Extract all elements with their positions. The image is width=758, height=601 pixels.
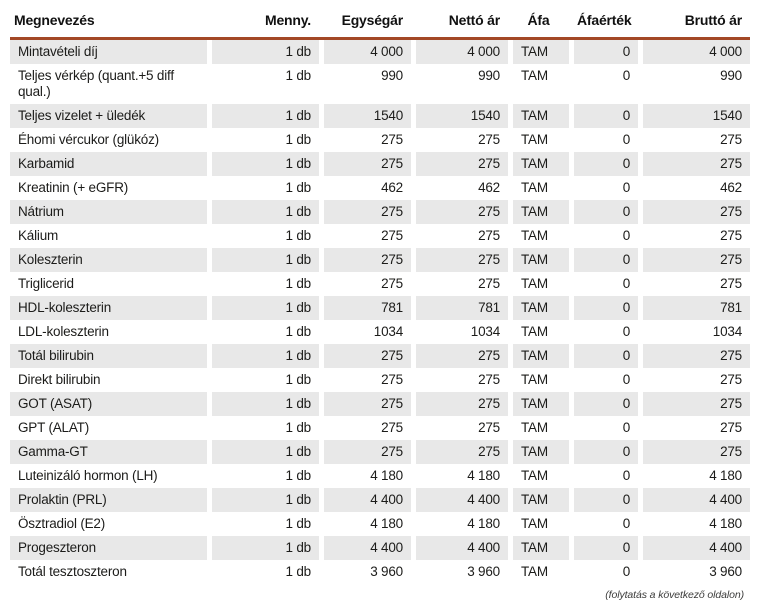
cell-gross-price: 1034 bbox=[638, 320, 750, 344]
cell-gross-price: 4 180 bbox=[638, 512, 750, 536]
cell-net-price: 275 bbox=[411, 248, 508, 272]
cell-vat-code: TAM bbox=[508, 224, 569, 248]
cell-unit-price: 781 bbox=[319, 296, 411, 320]
cell-item-name: GPT (ALAT) bbox=[18, 420, 90, 435]
cell-net-price: 462 bbox=[411, 176, 508, 200]
cell-gross-price: 275 bbox=[638, 368, 750, 392]
cell-unit-price: 462 bbox=[319, 176, 411, 200]
cell-vat-value: 0 bbox=[569, 392, 638, 416]
cell-quantity: 1 db bbox=[207, 488, 319, 512]
cell-item-name: Nátrium bbox=[10, 200, 207, 224]
col-header-afa: Áfa bbox=[508, 6, 569, 40]
cell-gross-price: 275 bbox=[638, 344, 750, 368]
cell-vat-value: 0 bbox=[569, 104, 638, 128]
cell-vat-code: TAM bbox=[508, 248, 569, 272]
table-row bbox=[10, 512, 750, 536]
cell-quantity: 1 db bbox=[207, 200, 319, 224]
cell-item-name: Triglicerid bbox=[18, 276, 74, 291]
cell-vat-code: TAM bbox=[508, 128, 569, 152]
cell-vat-code: TAM bbox=[508, 392, 569, 416]
cell-quantity: 1 db bbox=[207, 296, 319, 320]
cell-item-name: Totál bilirubin bbox=[10, 344, 207, 368]
table-row bbox=[10, 416, 750, 440]
cell-vat-value: 0 bbox=[569, 344, 638, 368]
cell-vat-code: TAM bbox=[508, 440, 569, 464]
cell-quantity: 1 db bbox=[207, 224, 319, 248]
cell-item-name: Karbamid bbox=[10, 152, 207, 176]
cell-net-price: 3 960 bbox=[411, 560, 508, 584]
table-row bbox=[10, 536, 750, 560]
cell-vat-code: TAM bbox=[508, 488, 569, 512]
table-body bbox=[10, 40, 750, 584]
cell-vat-value: 0 bbox=[569, 368, 638, 392]
cell-gross-price: 4 180 bbox=[638, 464, 750, 488]
cell-quantity: 1 db bbox=[207, 416, 319, 440]
cell-vat-code: TAM bbox=[508, 344, 569, 368]
table-row bbox=[10, 296, 750, 320]
cell-vat-code: TAM bbox=[508, 104, 569, 128]
cell-item-name: Progeszteron bbox=[10, 536, 207, 560]
cell-net-price: 4 400 bbox=[411, 536, 508, 560]
cell-net-price: 275 bbox=[411, 392, 508, 416]
cell-net-price: 275 bbox=[411, 224, 508, 248]
cell-gross-price: 4 000 bbox=[638, 40, 750, 64]
cell-quantity: 1 db bbox=[207, 104, 319, 128]
cell-item-name: LDL-koleszterin bbox=[18, 324, 109, 339]
cell-gross-price: 990 bbox=[638, 64, 750, 104]
cell-vat-value: 0 bbox=[569, 40, 638, 64]
table-row bbox=[10, 320, 750, 344]
cell-item-name: Prolaktin (PRL) bbox=[10, 488, 207, 512]
cell-quantity: 1 db bbox=[207, 344, 319, 368]
cell-vat-value: 0 bbox=[569, 224, 638, 248]
cell-unit-price: 275 bbox=[319, 392, 411, 416]
cell-net-price: 275 bbox=[411, 344, 508, 368]
table-row bbox=[10, 272, 750, 296]
cell-gross-price: 462 bbox=[638, 176, 750, 200]
continuation-note: (folytatás a következő oldalon) bbox=[605, 589, 744, 601]
cell-quantity: 1 db bbox=[207, 368, 319, 392]
table-row bbox=[10, 104, 750, 128]
cell-vat-value: 0 bbox=[569, 488, 638, 512]
cell-net-price: 4 180 bbox=[411, 512, 508, 536]
cell-gross-price: 275 bbox=[638, 392, 750, 416]
table-row bbox=[10, 152, 750, 176]
cell-gross-price: 275 bbox=[638, 152, 750, 176]
cell-net-price: 4 180 bbox=[411, 464, 508, 488]
cell-quantity: 1 db bbox=[207, 464, 319, 488]
header-row bbox=[10, 6, 750, 40]
cell-unit-price: 275 bbox=[319, 152, 411, 176]
col-header-netto-ar: Nettó ár bbox=[411, 6, 508, 40]
cell-item-name: Koleszterin bbox=[10, 248, 207, 272]
cell-unit-price: 275 bbox=[319, 416, 411, 440]
cell-net-price: 4 000 bbox=[411, 40, 508, 64]
cell-quantity: 1 db bbox=[207, 128, 319, 152]
cell-vat-code: TAM bbox=[508, 272, 569, 296]
cell-quantity: 1 db bbox=[207, 272, 319, 296]
cell-gross-price: 275 bbox=[638, 272, 750, 296]
cell-quantity: 1 db bbox=[207, 512, 319, 536]
cell-gross-price: 275 bbox=[638, 440, 750, 464]
cell-gross-price: 4 400 bbox=[638, 536, 750, 560]
cell-vat-code: TAM bbox=[508, 40, 569, 64]
cell-gross-price: 781 bbox=[638, 296, 750, 320]
cell-gross-price: 4 400 bbox=[638, 488, 750, 512]
cell-net-price: 275 bbox=[411, 272, 508, 296]
cell-quantity: 1 db bbox=[207, 64, 319, 104]
cell-vat-code: TAM bbox=[508, 560, 569, 584]
cell-vat-value: 0 bbox=[569, 64, 638, 104]
cell-item-name: Teljes vérkép (quant.+5 diff qual.) bbox=[18, 68, 174, 99]
table-row bbox=[10, 248, 750, 272]
cell-net-price: 275 bbox=[411, 152, 508, 176]
cell-net-price: 990 bbox=[411, 64, 508, 104]
table-row bbox=[10, 40, 750, 64]
col-header-egysegar: Egységár bbox=[319, 6, 411, 40]
cell-vat-value: 0 bbox=[569, 464, 638, 488]
cell-quantity: 1 db bbox=[207, 320, 319, 344]
cell-unit-price: 1540 bbox=[319, 104, 411, 128]
cell-quantity: 1 db bbox=[207, 440, 319, 464]
table-row bbox=[10, 128, 750, 152]
cell-item-name: Totál tesztoszteron bbox=[18, 564, 127, 579]
cell-unit-price: 275 bbox=[319, 248, 411, 272]
cell-item-name: Mintavételi díj bbox=[10, 40, 207, 64]
cell-unit-price: 275 bbox=[319, 440, 411, 464]
cell-unit-price: 275 bbox=[319, 200, 411, 224]
table-row bbox=[10, 224, 750, 248]
cell-item-name: Teljes vizelet + üledék bbox=[10, 104, 207, 128]
cell-net-price: 781 bbox=[411, 296, 508, 320]
cell-item-name: Éhomi vércukor (glükóz) bbox=[18, 132, 159, 147]
cell-net-price: 275 bbox=[411, 368, 508, 392]
col-header-megnevezes: Megnevezés bbox=[10, 6, 207, 40]
cell-unit-price: 275 bbox=[319, 368, 411, 392]
col-header-menny: Menny. bbox=[207, 6, 319, 40]
cell-item-name: Kálium bbox=[18, 228, 59, 243]
cell-vat-code: TAM bbox=[508, 296, 569, 320]
cell-unit-price: 3 960 bbox=[319, 560, 411, 584]
cell-gross-price: 1540 bbox=[638, 104, 750, 128]
table-row bbox=[10, 344, 750, 368]
cell-vat-code: TAM bbox=[508, 176, 569, 200]
cell-vat-value: 0 bbox=[569, 416, 638, 440]
table-row bbox=[10, 560, 750, 584]
cell-item-name: HDL-koleszterin bbox=[10, 296, 207, 320]
cell-quantity: 1 db bbox=[207, 152, 319, 176]
table-row bbox=[10, 440, 750, 464]
cell-gross-price: 275 bbox=[638, 128, 750, 152]
cell-quantity: 1 db bbox=[207, 176, 319, 200]
cell-unit-price: 4 000 bbox=[319, 40, 411, 64]
cell-vat-code: TAM bbox=[508, 64, 569, 104]
cell-quantity: 1 db bbox=[207, 248, 319, 272]
cell-net-price: 275 bbox=[411, 440, 508, 464]
col-header-brutto-ar: Bruttó ár bbox=[638, 6, 750, 40]
cell-net-price: 1034 bbox=[411, 320, 508, 344]
cell-unit-price: 4 180 bbox=[319, 464, 411, 488]
cell-quantity: 1 db bbox=[207, 536, 319, 560]
cell-vat-code: TAM bbox=[508, 368, 569, 392]
cell-gross-price: 275 bbox=[638, 416, 750, 440]
cell-unit-price: 990 bbox=[319, 64, 411, 104]
table-row bbox=[10, 368, 750, 392]
cell-unit-price: 4 400 bbox=[319, 536, 411, 560]
cell-vat-code: TAM bbox=[508, 320, 569, 344]
cell-net-price: 275 bbox=[411, 200, 508, 224]
cell-vat-code: TAM bbox=[508, 416, 569, 440]
table-header bbox=[10, 6, 750, 40]
cell-vat-value: 0 bbox=[569, 560, 638, 584]
table-row bbox=[10, 464, 750, 488]
cell-unit-price: 4 400 bbox=[319, 488, 411, 512]
cell-gross-price: 275 bbox=[638, 224, 750, 248]
cell-item-name: Direkt bilirubin bbox=[18, 372, 101, 387]
table-row bbox=[10, 200, 750, 224]
cell-gross-price: 275 bbox=[638, 200, 750, 224]
cell-unit-price: 275 bbox=[319, 224, 411, 248]
cell-item-name: Gamma-GT bbox=[10, 440, 207, 464]
cell-unit-price: 275 bbox=[319, 128, 411, 152]
cell-net-price: 275 bbox=[411, 128, 508, 152]
cell-vat-value: 0 bbox=[569, 176, 638, 200]
cell-net-price: 275 bbox=[411, 416, 508, 440]
table-row bbox=[10, 392, 750, 416]
cell-vat-value: 0 bbox=[569, 152, 638, 176]
col-header-afaertek: Áfaérték bbox=[569, 6, 638, 40]
cell-vat-value: 0 bbox=[569, 272, 638, 296]
cell-vat-value: 0 bbox=[569, 248, 638, 272]
cell-item-name: Ösztradiol (E2) bbox=[18, 516, 106, 531]
cell-gross-price: 3 960 bbox=[638, 560, 750, 584]
cell-vat-code: TAM bbox=[508, 200, 569, 224]
cell-vat-value: 0 bbox=[569, 536, 638, 560]
cell-vat-code: TAM bbox=[508, 464, 569, 488]
cell-item-name: Kreatinin (+ eGFR) bbox=[18, 180, 129, 195]
cell-vat-value: 0 bbox=[569, 296, 638, 320]
cell-vat-value: 0 bbox=[569, 128, 638, 152]
cell-quantity: 1 db bbox=[207, 392, 319, 416]
table-row bbox=[10, 64, 750, 104]
table-row bbox=[10, 488, 750, 512]
cell-net-price: 4 400 bbox=[411, 488, 508, 512]
cell-quantity: 1 db bbox=[207, 40, 319, 64]
table-row bbox=[10, 176, 750, 200]
cell-unit-price: 275 bbox=[319, 272, 411, 296]
cell-unit-price: 1034 bbox=[319, 320, 411, 344]
cell-vat-value: 0 bbox=[569, 440, 638, 464]
cell-item-name: Luteinizáló hormon (LH) bbox=[18, 468, 158, 483]
cell-vat-value: 0 bbox=[569, 320, 638, 344]
cell-item-name: GOT (ASAT) bbox=[10, 392, 207, 416]
cell-vat-value: 0 bbox=[569, 200, 638, 224]
cell-vat-code: TAM bbox=[508, 152, 569, 176]
cell-unit-price: 4 180 bbox=[319, 512, 411, 536]
cell-vat-code: TAM bbox=[508, 512, 569, 536]
cell-vat-code: TAM bbox=[508, 536, 569, 560]
cell-unit-price: 275 bbox=[319, 344, 411, 368]
cell-net-price: 1540 bbox=[411, 104, 508, 128]
cell-vat-value: 0 bbox=[569, 512, 638, 536]
price-table bbox=[10, 6, 750, 584]
cell-quantity: 1 db bbox=[207, 560, 319, 584]
cell-gross-price: 275 bbox=[638, 248, 750, 272]
